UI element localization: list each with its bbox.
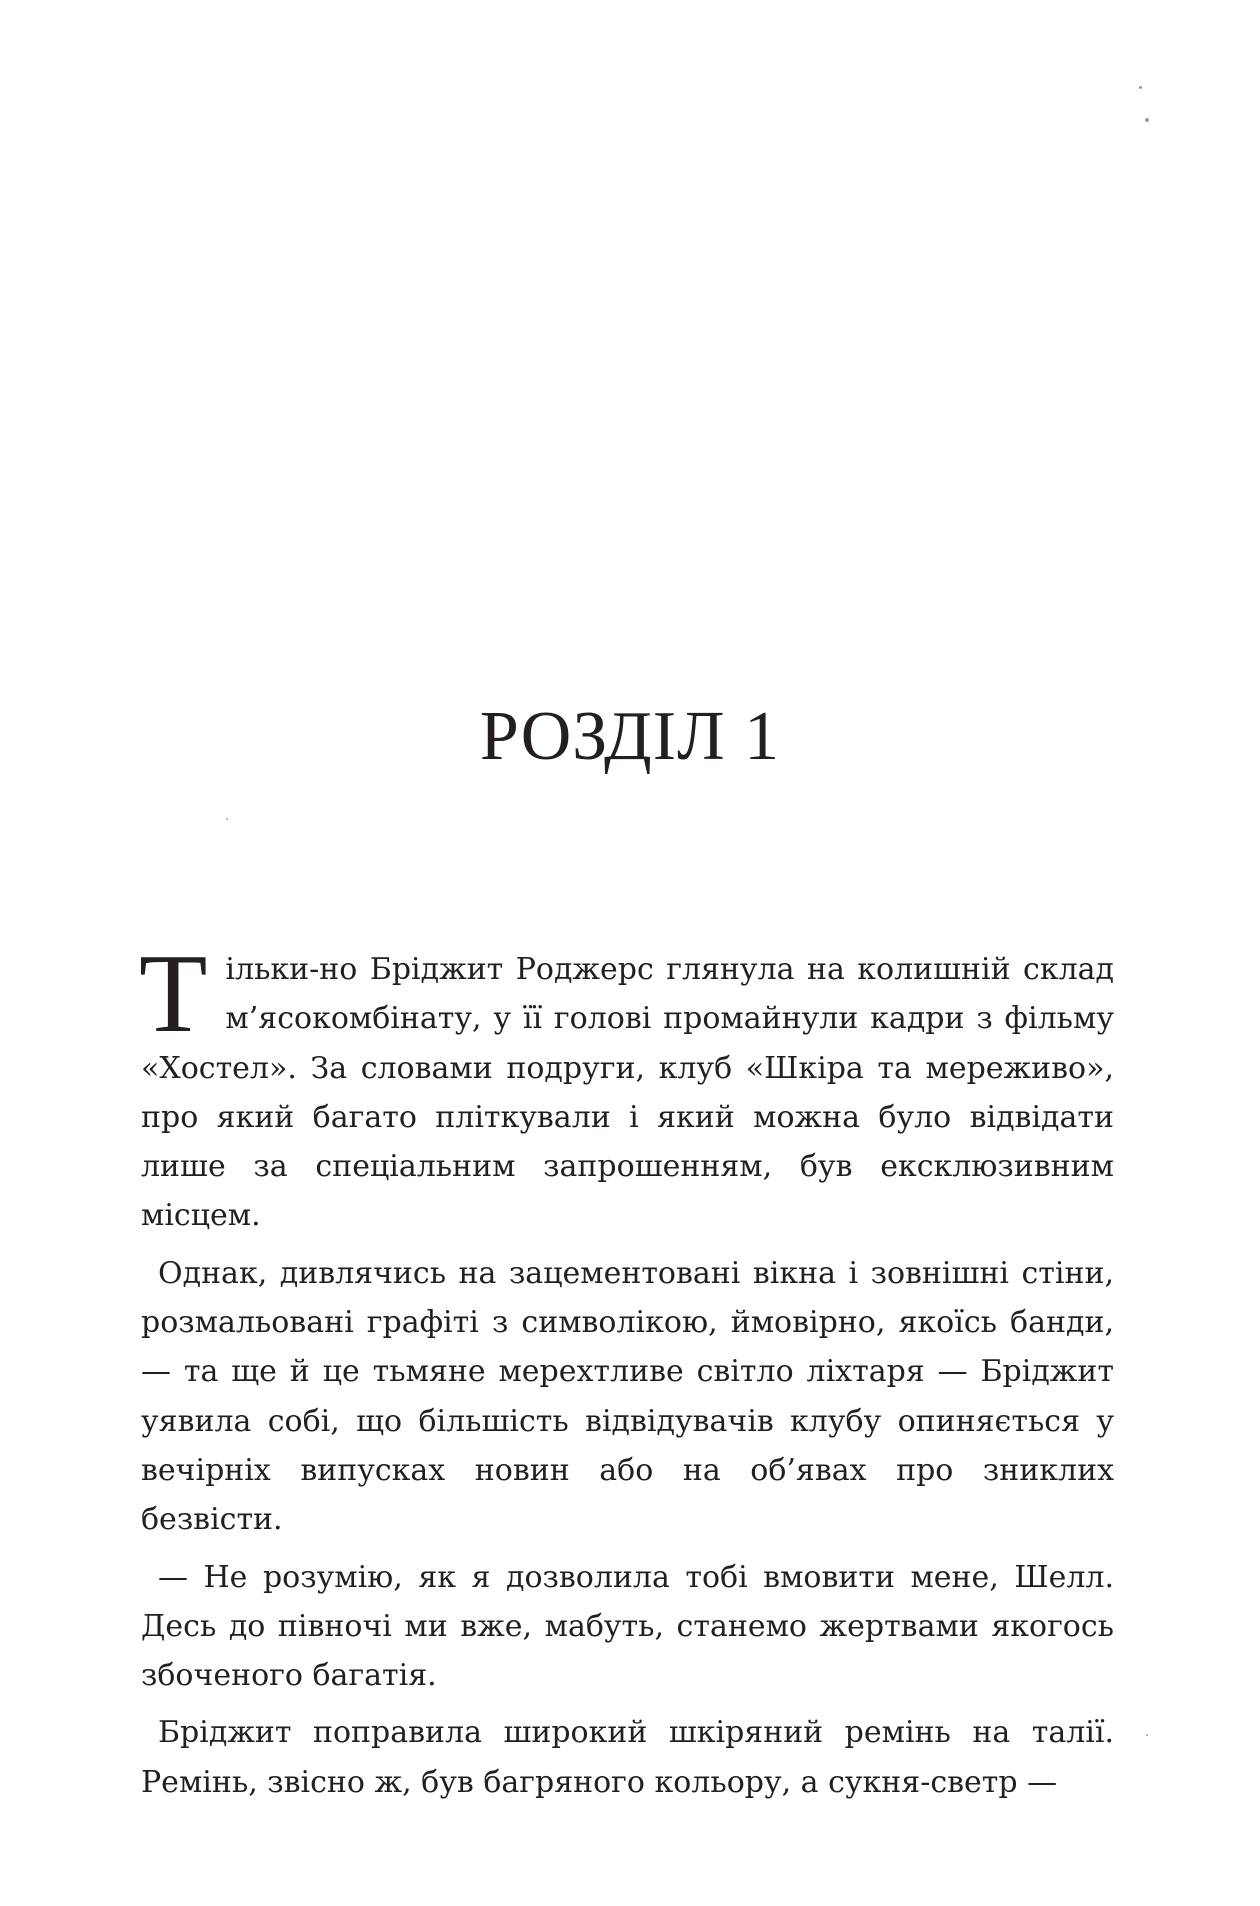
paragraph-1 xyxy=(139,932,1114,1241)
scan-speck xyxy=(1139,86,1142,89)
paragraph-4-text: Бріджит поправила широкий шкіряний ремінь на талії. Ремінь, звісно ж, був багряного кольору, а сукня-светр — xyxy=(141,1715,1114,1800)
scan-speck xyxy=(1146,1734,1148,1736)
paragraph-2-text: Однак, дивлячись на зацементовані вікна і зовнішні стіни, розмальовані графіті з символікою, ймовірно, якоїсь банди, — та ще й це тьмяне мерехтливе світло ліхтаря — Бріджит уявила собі, що більшість відвідувачів клубу опиняється у вечірніх випусках новин або на об’явах про зниклих безвісти. xyxy=(141,1255,1114,1538)
scan-speck xyxy=(1145,118,1149,122)
paragraph-1-text: ільки-но Бріджит Роджерс глянула на колишній склад м’ясокомбінату, у її голові промайнули кадри з фільму «Хостел». За словами подруги, клуб «Шкіра та мереживо», про який багато пліткували і який можна було відвідати лише за спеціальним запрошенням, був ексклюзивним місцем. xyxy=(141,952,1114,1234)
paragraph-3 xyxy=(141,1553,1114,1701)
paragraph-4 xyxy=(141,1708,1114,1807)
paragraph-2 xyxy=(141,1249,1114,1545)
chapter-title: РОЗДІЛ 1 xyxy=(479,698,781,775)
paragraph-3-text: — Не розумію, як я дозволила тобі вмовити мене, Шелл. Десь до півночі ми вже, мабуть, станемо жертвами якогось збоченого багатія. xyxy=(141,1559,1114,1694)
scan-speck xyxy=(226,818,228,820)
drop-cap-letter: Т xyxy=(139,932,208,1056)
chapter-body xyxy=(139,932,1114,1807)
